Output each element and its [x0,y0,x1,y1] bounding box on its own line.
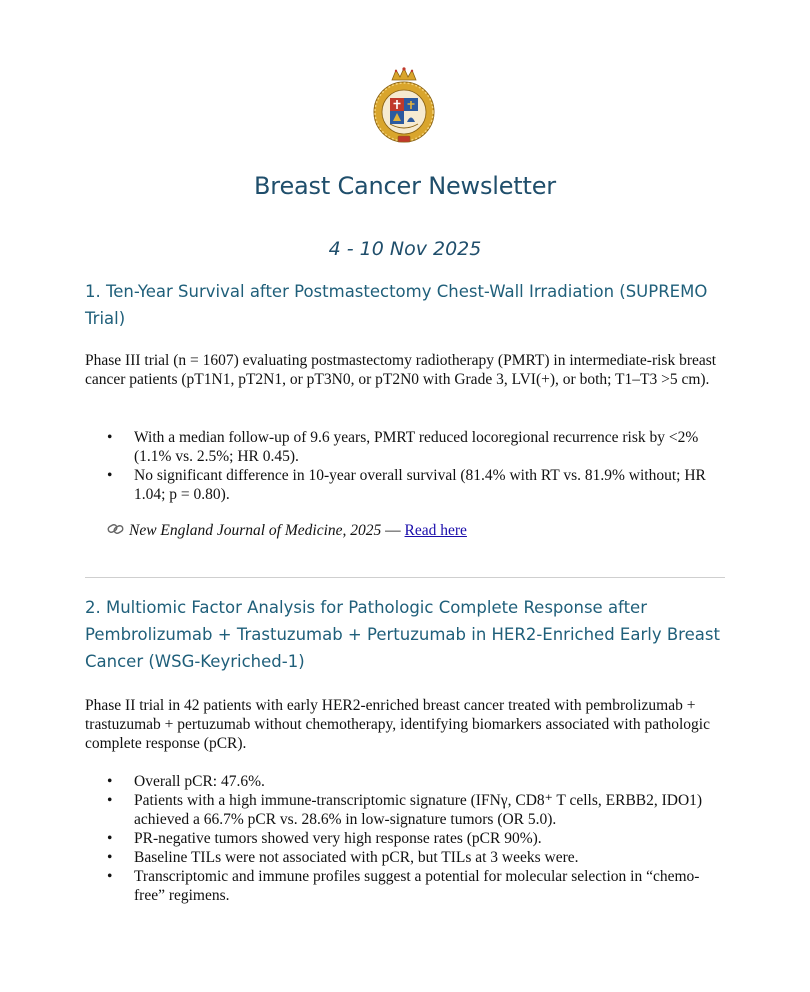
source-separator: — [381,522,405,539]
list-item-text: Patients with a high immune-transcriptomic signature (IFNγ, CD8⁺ T cells, ERBB2, IDO1) achieved a 66.7% pCR vs. 28.6% in low-signature tumors (OR 5.0). [134,792,703,828]
bullet-glyph: • [107,830,113,847]
bullet-glyph: • [107,792,113,809]
list-item [85,848,725,867]
section-divider [85,577,725,578]
bullet-glyph: • [107,467,113,484]
section-1-source [107,521,467,541]
bullet-glyph: • [107,429,113,446]
list-item [85,466,725,504]
list-item-text: Overall pCR: 47.6%. [134,773,265,790]
bullet-glyph: • [107,773,113,790]
list-item-text: PR-negative tumors showed very high response rates (pCR 90%). [134,830,542,847]
list-item [85,791,725,829]
list-item-text: With a median follow-up of 9.6 years, PMRT reduced locoregional recurrence risk by <2% (1.1% vs. 2.5%; HR 0.45). [134,429,699,465]
section-2-paragraph: Phase II trial in 42 patients with early HER2-enriched breast cancer treated with pembrolizumab + trastuzumab + pertuzumab without chemotherapy, identifying biomarkers associated with pathologic complete response (pCR). [85,697,710,752]
source-journal: New England Journal of Medicine, 2025 [129,522,382,539]
list-item [85,867,725,905]
newsletter-date: 4 - 10 Nov 2025 [328,238,482,260]
newsletter-title: Breast Cancer Newsletter [254,172,556,200]
section-2-bullet-list [85,772,725,905]
paperclip-icon [107,522,125,536]
section-1-paragraph: Phase III trial (n = 1607) evaluating postmastectomy radiotherapy (PMRT) in intermediate-risk breast cancer patients (pT1N1, pT2N1, or pT3N0, or pT2N0 with Grade 3, LVI(+), or both; T1–T3 >5 cm). [85,352,717,388]
section-2-heading: 2. Multiomic Factor Analysis for Pathologic Complete Response after Pembrolizumab + Trastuzumab + Pertuzumab in HER2-Enriched Early Breast Cancer (WSG-Keyriched-1) [85,598,720,671]
list-item-text: No significant difference in 10-year overall survival (81.4% with RT vs. 81.9% without; HR 1.04; p = 0.80). [134,467,706,503]
list-item-text: Transcriptomic and immune profiles suggest a potential for molecular selection in “chemo-free” regimens. [134,868,700,904]
bullet-glyph: • [107,849,113,866]
list-item [85,428,725,466]
university-seal-logo [372,66,436,144]
list-item [85,829,725,848]
list-item [85,772,725,791]
section-1-bullet-list [85,428,725,504]
list-item-text: Baseline TILs were not associated with pCR, but TILs at 3 weeks were. [134,849,579,866]
section-1-heading: 1. Ten-Year Survival after Postmastectomy Chest-Wall Irradiation (SUPREMO Trial) [85,282,708,328]
read-here-link[interactable]: Read here [404,522,467,539]
bullet-glyph: • [107,868,113,885]
